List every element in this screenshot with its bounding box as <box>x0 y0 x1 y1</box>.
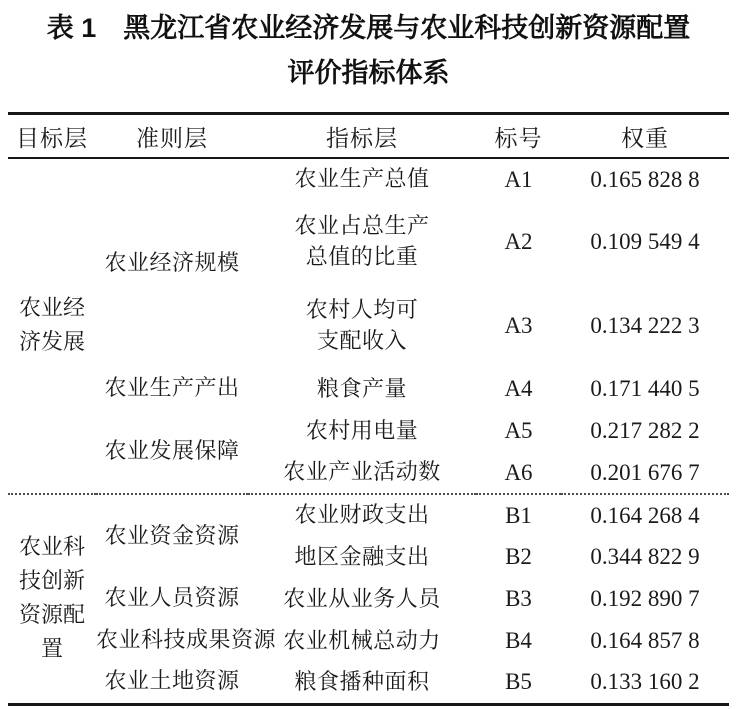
weight-cell: 0.192 890 7 <box>590 586 700 611</box>
code-cell: B1 <box>476 494 561 536</box>
evaluation-index-table <box>8 112 729 706</box>
indicator-cell <box>248 578 476 620</box>
indicator-line: 农业从业务人员 <box>283 586 441 612</box>
indicator-cell <box>248 368 476 410</box>
table-row <box>8 494 729 536</box>
code-cell: A2 <box>504 229 533 254</box>
indicator-line: 农业产业活动数 <box>283 460 441 485</box>
code-cell: B4 <box>505 628 532 653</box>
criterion-cell <box>96 494 248 578</box>
criterion-label: 农业土地资源 <box>104 669 240 695</box>
indicator-cell <box>248 410 476 452</box>
criterion-label: 农业生产产出 <box>104 376 240 401</box>
indicator-cell <box>248 452 476 494</box>
criterion-label: 农业科技成果资源 <box>96 628 277 653</box>
criterion-label: 农业人员资源 <box>104 586 240 611</box>
header-code: 标号 <box>476 114 561 159</box>
weight-cell: 0.165 828 8 <box>590 166 700 192</box>
target-layer-cell <box>8 494 96 704</box>
indicator-line: 农村人均可 <box>305 298 419 323</box>
criterion-label: 农业经济规模 <box>104 250 240 276</box>
weight-cell: 0.133 160 2 <box>590 669 700 695</box>
indicator-line: 粮食播种面积 <box>294 669 430 695</box>
indicator-line: 农业占总生产 <box>294 214 430 239</box>
code-cell: A4 <box>504 376 533 401</box>
header-indicator-layer: 指标层 <box>248 114 476 159</box>
criterion-label: 农业资金资源 <box>104 523 240 549</box>
criterion-cell <box>96 158 248 368</box>
indicator-cell <box>248 284 476 368</box>
code-cell: A6 <box>504 459 533 485</box>
header-criterion-layer: 准则层 <box>96 114 248 159</box>
weight-cell: 0.171 440 5 <box>590 376 700 401</box>
criterion-label: 农业发展保障 <box>104 438 240 464</box>
weight-cell: 0.134 222 3 <box>590 313 700 338</box>
code-cell: B3 <box>505 586 532 611</box>
header-weight: 权重 <box>561 114 729 159</box>
code-cell: A1 <box>504 166 533 192</box>
table-row <box>8 368 729 410</box>
table-row <box>8 578 729 620</box>
indicator-line: 农业财政支出 <box>294 503 430 528</box>
criterion-cell <box>96 410 248 494</box>
table-row <box>8 620 729 662</box>
table-body <box>8 158 729 704</box>
indicator-line: 农业生产总值 <box>294 167 430 192</box>
weight-cell: 0.164 857 8 <box>590 628 700 653</box>
code-cell: B2 <box>505 544 532 569</box>
target-layer-label: 农业科技创新资源配置 <box>18 534 85 662</box>
criterion-cell <box>96 620 277 662</box>
table-title <box>8 10 729 91</box>
criterion-cell <box>96 662 248 704</box>
indicator-cell <box>248 662 476 704</box>
indicator-line: 地区金融支出 <box>294 544 430 570</box>
criterion-cell <box>96 578 248 620</box>
table-row <box>8 662 729 704</box>
header-target-layer: 目标层 <box>8 114 96 159</box>
indicator-cell <box>248 620 476 662</box>
table-header <box>8 114 729 159</box>
code-cell: A5 <box>504 418 533 443</box>
indicator-cell <box>248 494 476 536</box>
weight-cell: 0.164 268 4 <box>561 494 729 536</box>
table-row <box>8 158 729 200</box>
target-layer-label: 农业经济发展 <box>18 296 85 355</box>
weight-cell: 0.201 676 7 <box>590 459 700 485</box>
table-row <box>8 410 729 452</box>
weight-cell: 0.344 822 9 <box>590 544 700 569</box>
indicator-cell <box>248 536 476 578</box>
target-layer-cell <box>8 158 96 494</box>
criterion-cell <box>96 368 248 410</box>
header-row <box>8 114 729 159</box>
indicator-line: 粮食产量 <box>316 376 407 402</box>
indicator-line: 农村用电量 <box>305 418 419 444</box>
weight-cell: 0.109 549 4 <box>590 229 700 254</box>
table-title-line1: 表 1 黑龙江省农业经济发展与农业科技创新资源配置 <box>46 13 691 43</box>
indicator-line: 农业机械总动力 <box>283 628 441 654</box>
weight-cell: 0.217 282 2 <box>590 418 700 443</box>
table-title-line2: 评价指标体系 <box>287 58 450 88</box>
indicator-cell <box>248 158 476 200</box>
indicator-line: 总值的比重 <box>305 245 419 270</box>
code-cell: B5 <box>505 669 532 695</box>
code-cell: A3 <box>504 313 533 338</box>
indicator-cell <box>248 200 476 284</box>
indicator-line: 支配收入 <box>316 329 407 354</box>
